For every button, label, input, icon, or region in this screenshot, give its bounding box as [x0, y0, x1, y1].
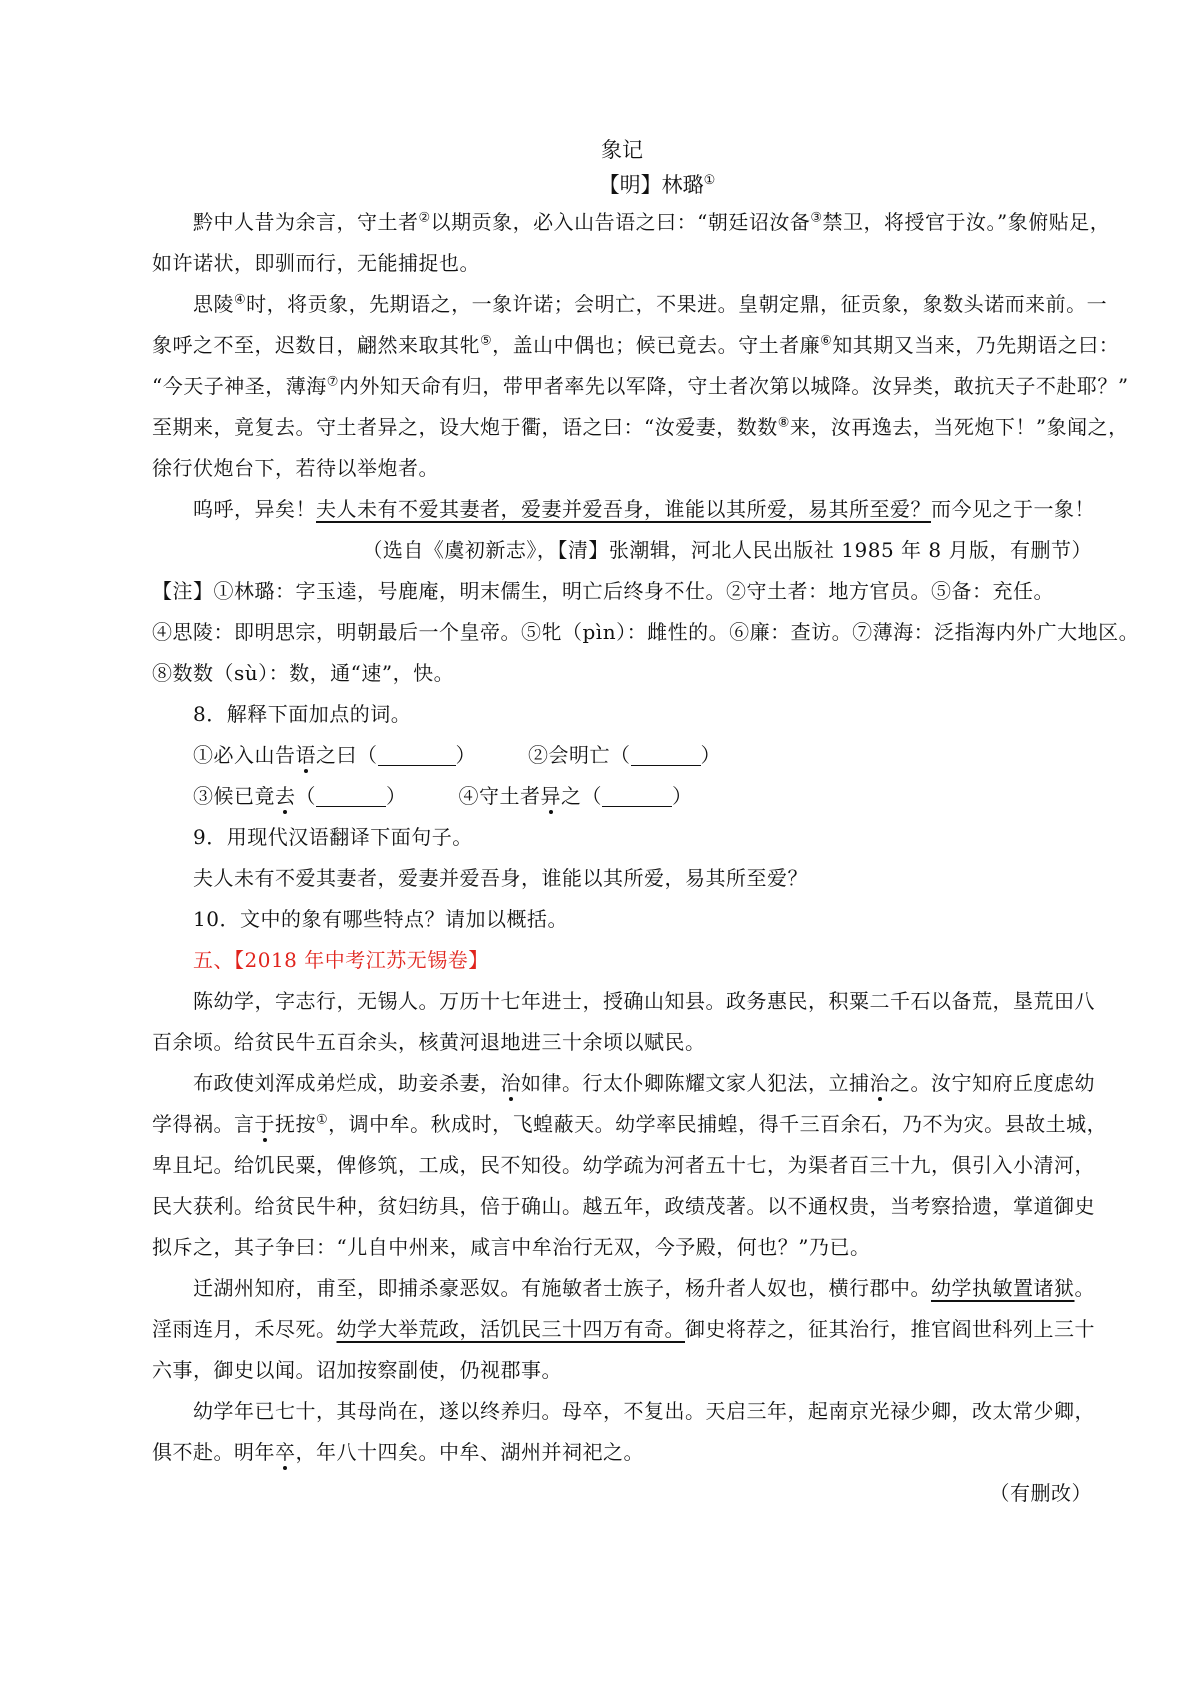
note-mark: ⑥ — [820, 333, 833, 349]
question-9-stem: 9．用现代汉语翻译下面句子。 — [193, 825, 473, 849]
answer-blank[interactable] — [631, 743, 701, 766]
answer-blank[interactable] — [378, 743, 456, 766]
underlined-sentence: 幼学大举荒政，活饥民三十四万有奇。 — [336, 1317, 685, 1341]
text-paragraph-3: 迁湖州知府，甫至，即捕杀豪恶奴。有施敏者士族子，杨升者人奴也，横行郡中。幼学执敏置诸狱。 淫雨连月，禾尽死。幼学大举荒政，活饥民三十四万有奇。御史将荐之，征其治行，推官阎世科列上三十 六事，御史以闻。诏加按察副使，仍视郡事。 — [152, 1276, 1095, 1382]
author-line — [152, 168, 1092, 202]
text-paragraph-2: 布政使刘浑成弟烂成，助妾杀妻，治如律。行太仆卿陈耀文家人犯法，立捕治之。汝宁知府丘度虑幼 学得祸。言于抚按①，调中牟。秋成时，飞蝗蔽天。幼学率民捕蝗，得千三百余石，乃不为灾。县故土城， 卑且圮。给饥民粟，俾修筑，工成，民不知役。幼学疏为河者五十七，为渠者百三十九，俱引入小清河， 民大获利。给贫民牛种，贫妇纺具，倍于确山。越五年，政绩茂著。以不通权贵，当考察拾遗，掌道御史 拟斥之，其子争曰：“儿自中州来，咸言中牟治行无双，今予殿，何也？”乃已。 — [152, 1071, 1108, 1259]
paragraph-2: 思陵④时，将贡象，先期语之，一象许诺；会明亡，不果进。皇朝定鼎，征贡象，象数头诺而来前。一 象呼之不至，迟数日，翩然来取其牝⑤，盖山中偶也；候已竟去。守土者廉⑥知其期又当来，乃先期语之曰： “今天子神圣，薄海⑦内外知天命有归，带甲者率先以军降，守土者次第以城降。汝异类，敢抗天子不赴耶？” 至期来，竟复去。守土者异之，设大炮于衢，语之曰：“汝爱妻，数数⑧来，汝再逸去，当死炮下！”象闻之， 徐行伏炮台下，若待以举炮者。 — [152, 292, 1129, 480]
note-mark: ① — [703, 173, 716, 188]
paragraph-3: 呜呼，异矣！夫人未有不爱其妻者，爱妻并爱吾身，谁能以其所爱，易其所至爱？而今见之于一象！ — [193, 497, 1095, 521]
note-mark: ⑦ — [326, 374, 339, 390]
question-8-row-2: ③候已竟去（ ） ④守土者异之（ ） — [193, 784, 693, 808]
document-page — [152, 132, 1140, 1514]
revision-note: （有删改） — [989, 1481, 1092, 1505]
note-mark: ⑤ — [480, 333, 493, 349]
annotation-notes: 【注】①林璐：字玉逵，号鹿庵，明末儒生，明亡后终身不仕。②守土者：地方官员。⑤备：充任。 ④思陵：即明思宗，明朝最后一个皇帝。⑤牝（pìn）：雌性的。⑥廉：查访。⑦薄海：泛指海内外广大地区。 ⑧数数（sù）：数，通“速”，快。 — [152, 579, 1140, 685]
underlined-sentence: 夫人未有不爱其妻者，爱妻并爱吾身，谁能以其所爱，易其所至爱？ — [316, 497, 931, 521]
text-paragraph-4: 幼学年已七十，其母尚在，遂以终养归。母卒，不复出。天启三年，起南京光禄少卿，改太常少卿， 俱不赴。明年卒，年八十四矣。中牟、湖州并祠祀之。 — [152, 1399, 1095, 1464]
author-dynasty: 【明】 — [598, 173, 662, 197]
source-citation: （选自《虞初新志》，【清】张潮辑，河北人民出版社 1985 年 8 月版，有删节） — [362, 538, 1092, 562]
note-mark: ① — [316, 1112, 329, 1128]
section-5-heading: 五、【2018 年中考江苏无锡卷】 — [193, 948, 489, 972]
text-paragraph-1: 陈幼学，字志行，无锡人。万历十七年进士，授确山知县。政务惠民，积粟二千石以备荒，垦荒田八 百余顷。给贫民牛五百余头，核黄河退地进三十余顷以赋民。 — [152, 989, 1095, 1054]
underlined-sentence: 幼学执敏置诸狱 — [931, 1276, 1075, 1300]
note-mark: ② — [418, 210, 431, 226]
note-mark: ④ — [234, 292, 247, 308]
answer-blank[interactable] — [602, 784, 672, 807]
question-10-stem: 10．文中的象有哪些特点？请加以概括。 — [193, 907, 568, 931]
paragraph-1: 黔中人昔为余言，守土者②以期贡象，必入山告语之曰：“朝廷诏汝备③禁卫，将授官于汝。”象俯贴足， 如许诺状，即驯而行，无能捕捉也。 — [152, 210, 1111, 275]
note-mark: ③ — [810, 210, 823, 226]
note-mark: ⑧ — [777, 415, 790, 431]
question-8-stem: 8．解释下面加点的词。 — [193, 702, 412, 726]
question-8-row-1: ①必入山告语之曰（ ） ②会明亡（ ） — [193, 743, 721, 767]
answer-blank[interactable] — [316, 784, 386, 807]
question-9-sentence: 夫人未有不爱其妻者，爱妻并爱吾身，谁能以其所爱，易其所至爱？ — [193, 866, 808, 890]
author-name: 林璐 — [661, 173, 704, 197]
poem-title: 象记 — [601, 138, 643, 162]
